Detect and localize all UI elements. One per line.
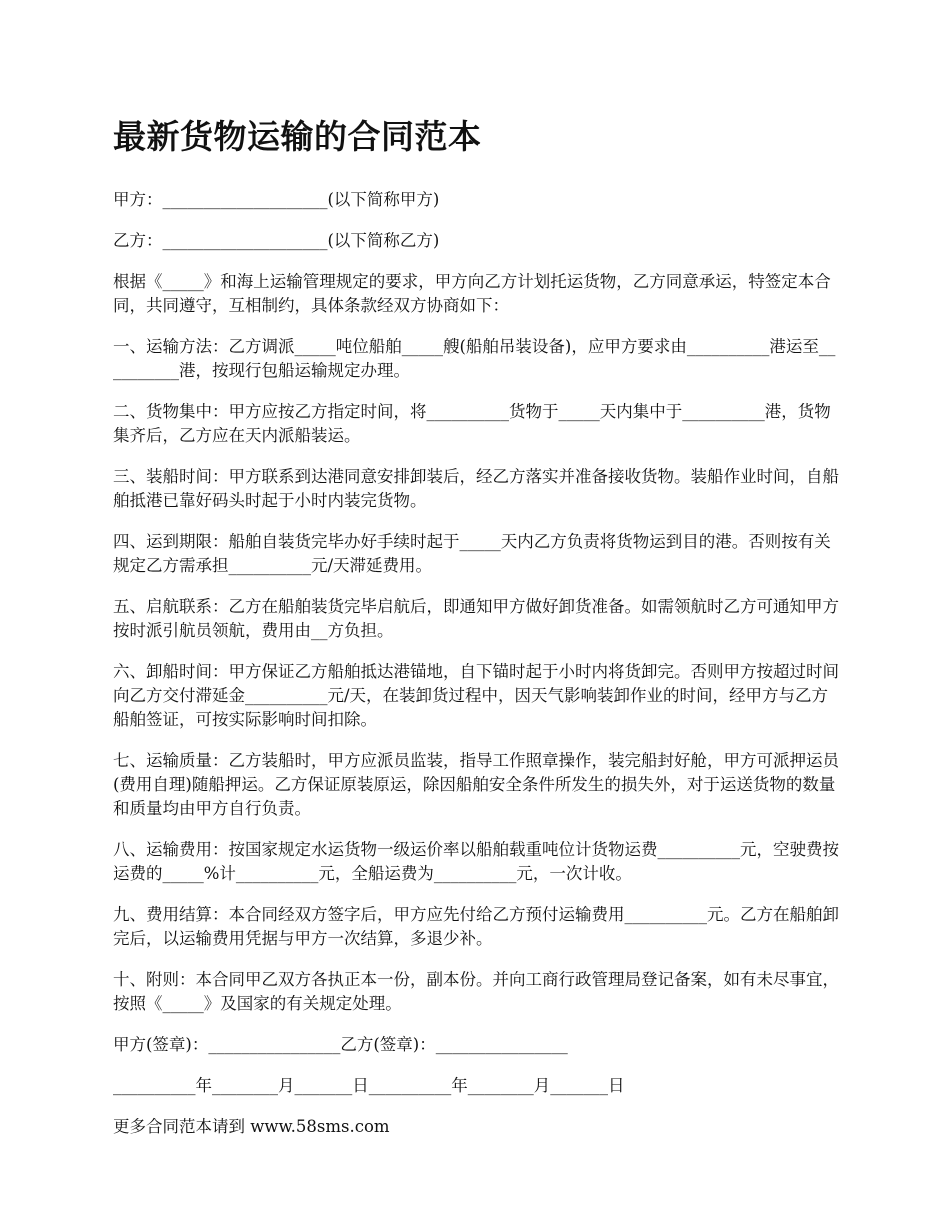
clause-7: 七、运输质量：乙方装船时，甲方应派员监装，指导工作照章操作，装完船封好舱，甲方可派押运员(费用自理)随船押运。乙方保证原装原运，除因船舶安全条件所发生的损失外，对于运送货物的数量和质量均由甲方自行负责。 [113,751,839,818]
clause-6: 六、卸船时间：甲方保证乙方船舶抵达港锚地，自下锚时起于小时内将货卸完。否则甲方按超过时间向乙方交付滞延金__________元/天，在装卸货过程中，因天气影响装卸作业的时间，经甲方与乙方船舶签证，可按实际影响时间扣除。 [113,662,839,729]
clause-4: 四、运到期限：船舶自装货完毕办好手续时起于_____天内乙方负责将货物运到目的港。否则按有关规定乙方需承担__________元/天滞延费用。 [113,532,831,575]
date-line: __________年________月_______日__________年________月_______日 [113,1076,625,1095]
clause-9: 九、费用结算：本合同经双方签字后，甲方应先付给乙方预付运输费用__________元。乙方在船舶卸完后，以运输费用凭据与甲方一次结算，多退少补。 [113,905,839,948]
clause-1: 一、运输方法：乙方调派_____吨位船舶_____艘(船舶吊装设备)，应甲方要求由__________港运至__________港，按现行包船运输规定办理。 [113,337,836,380]
footer-link-text: 更多合同范本请到 www.58sms.com [113,1117,390,1136]
clause-3: 三、装船时间：甲方联系到达港同意安排卸装后，经乙方落实并准备接收货物。装船作业时间，自船舶抵港已靠好码头时起于小时内装完货物。 [113,467,839,510]
party-b-line: 乙方：____________________(以下简称乙方) [113,231,440,250]
document-title: 最新货物运输的合同范本 [113,117,482,156]
clause-8: 八、运输费用：按国家规定水运货物一级运价率以船舶载重吨位计货物运费__________元，空驶费按运费的_____%计__________元，全船运费为__________元，一次计收。 [113,840,839,883]
clause-2: 二、货物集中：甲方应按乙方指定时间，将__________货物于_____天内集中于__________港，货物集齐后，乙方应在天内派船装运。 [113,402,831,445]
signature-line: 甲方(签章)：________________乙方(签章)：________________ [113,1035,568,1054]
clause-5: 五、启航联系：乙方在船舶装货完毕启航后，即通知甲方做好卸货准备。如需领航时乙方可通知甲方按时派引航员领航，费用由__方负担。 [113,597,839,640]
intro-paragraph: 根据《_____》和海上运输管理规定的要求，甲方向乙方计划托运货物，乙方同意承运，特签定本合同，共同遵守，互相制约，具体条款经双方协商如下： [113,272,831,315]
clause-10: 十、附则：本合同甲乙双方各执正本一份，副本份。并向工商行政管理局登记备案，如有未尽事宜，按照《_____》及国家的有关规定处理。 [113,970,839,1013]
party-a-line: 甲方：____________________(以下简称甲方) [113,190,440,209]
